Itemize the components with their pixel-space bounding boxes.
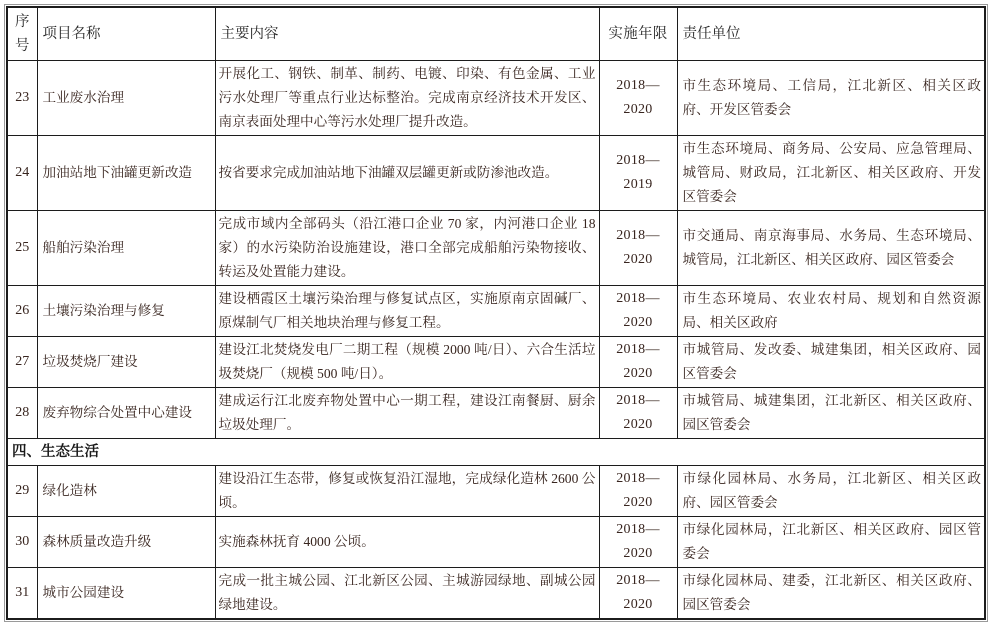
header-row bbox=[7, 7, 985, 61]
table-row bbox=[7, 568, 985, 620]
project-plan-table bbox=[6, 6, 986, 620]
cell-main-content: 建设江北焚烧发电厂二期工程（规模 2000 吨/日）、六合生活垃圾焚烧厂（规模 500 吨/日）。 bbox=[215, 337, 599, 388]
cell-years: 2018—2020 bbox=[599, 337, 677, 388]
cell-serial: 29 bbox=[7, 466, 37, 517]
cell-years: 2018—2020 bbox=[599, 61, 677, 136]
section-title: 四、生态生活 bbox=[7, 439, 985, 466]
table-row bbox=[7, 337, 985, 388]
cell-serial: 31 bbox=[7, 568, 37, 620]
cell-responsible-unit: 市城管局、城建集团，江北新区、相关区政府、园区管委会 bbox=[677, 388, 985, 439]
header-implementation-period: 实施年限 bbox=[599, 7, 677, 61]
section-header-row bbox=[7, 439, 985, 466]
cell-serial: 28 bbox=[7, 388, 37, 439]
cell-responsible-unit: 市城管局、发改委、城建集团，相关区政府、园区管委会 bbox=[677, 337, 985, 388]
cell-serial: 23 bbox=[7, 61, 37, 136]
cell-years: 2018—2020 bbox=[599, 388, 677, 439]
cell-project-name: 废弃物综合处置中心建设 bbox=[37, 388, 215, 439]
cell-years: 2018—2020 bbox=[599, 466, 677, 517]
cell-project-name: 垃圾焚烧厂建设 bbox=[37, 337, 215, 388]
cell-project-name: 加油站地下油罐更新改造 bbox=[37, 136, 215, 211]
cell-project-name: 城市公园建设 bbox=[37, 568, 215, 620]
table-row bbox=[7, 517, 985, 568]
cell-years: 2018—2020 bbox=[599, 568, 677, 620]
cell-years: 2018—2019 bbox=[599, 136, 677, 211]
cell-project-name: 土壤污染治理与修复 bbox=[37, 286, 215, 337]
table-row bbox=[7, 286, 985, 337]
cell-main-content: 按省要求完成加油站地下油罐双层罐更新或防渗池改造。 bbox=[215, 136, 599, 211]
plan-table-container bbox=[4, 4, 988, 622]
cell-project-name: 森林质量改造升级 bbox=[37, 517, 215, 568]
cell-responsible-unit: 市绿化园林局，江北新区、相关区政府、园区管委会 bbox=[677, 517, 985, 568]
cell-serial: 26 bbox=[7, 286, 37, 337]
header-main-content: 主要内容 bbox=[215, 7, 599, 61]
cell-project-name: 绿化造林 bbox=[37, 466, 215, 517]
cell-responsible-unit: 市绿化园林局、建委，江北新区、相关区政府、园区管委会 bbox=[677, 568, 985, 620]
cell-main-content: 完成一批主城公园、江北新区公园、主城游园绿地、副城公园绿地建设。 bbox=[215, 568, 599, 620]
cell-main-content: 实施森林抚育 4000 公顷。 bbox=[215, 517, 599, 568]
cell-responsible-unit: 市生态环境局、农业农村局、规划和自然资源局、相关区政府 bbox=[677, 286, 985, 337]
cell-serial: 24 bbox=[7, 136, 37, 211]
cell-main-content: 完成市域内全部码头（沿江港口企业 70 家，内河港口企业 18 家）的水污染防治设施建设，港口全部完成船舶污染物接收、转运及处置能力建设。 bbox=[215, 211, 599, 286]
header-project-name: 项目名称 bbox=[37, 7, 215, 61]
cell-serial: 30 bbox=[7, 517, 37, 568]
cell-serial: 25 bbox=[7, 211, 37, 286]
cell-years: 2018—2020 bbox=[599, 211, 677, 286]
cell-serial: 27 bbox=[7, 337, 37, 388]
table-row bbox=[7, 388, 985, 439]
cell-responsible-unit: 市生态环境局、工信局，江北新区、相关区政府、开发区管委会 bbox=[677, 61, 985, 136]
cell-responsible-unit: 市交通局、南京海事局、水务局、生态环境局、城管局，江北新区、相关区政府、园区管委会 bbox=[677, 211, 985, 286]
cell-years: 2018—2020 bbox=[599, 286, 677, 337]
cell-main-content: 建设沿江生态带，修复或恢复沿江湿地，完成绿化造林 2600 公顷。 bbox=[215, 466, 599, 517]
cell-project-name: 工业废水治理 bbox=[37, 61, 215, 136]
cell-project-name: 船舶污染治理 bbox=[37, 211, 215, 286]
table-row bbox=[7, 61, 985, 136]
table-row bbox=[7, 211, 985, 286]
cell-responsible-unit: 市生态环境局、商务局、公安局、应急管理局、城管局、财政局，江北新区、相关区政府、开发区管委会 bbox=[677, 136, 985, 211]
table-row bbox=[7, 466, 985, 517]
cell-main-content: 建成运行江北废弃物处置中心一期工程，建设江南餐厨、厨余垃圾处理厂。 bbox=[215, 388, 599, 439]
header-serial-number: 序号 bbox=[7, 7, 37, 61]
header-responsible-unit: 责任单位 bbox=[677, 7, 985, 61]
cell-years: 2018—2020 bbox=[599, 517, 677, 568]
table-row bbox=[7, 136, 985, 211]
cell-main-content: 建设栖霞区土壤污染治理与修复试点区，实施原南京固碱厂、原煤制气厂相关地块治理与修复工程。 bbox=[215, 286, 599, 337]
cell-main-content: 开展化工、钢铁、制革、制药、电镀、印染、有色金属、工业污水处理厂等重点行业达标整治。完成南京经济技术开发区、南京表面处理中心等污水处理厂提升改造。 bbox=[215, 61, 599, 136]
cell-responsible-unit: 市绿化园林局、水务局，江北新区、相关区政府、园区管委会 bbox=[677, 466, 985, 517]
